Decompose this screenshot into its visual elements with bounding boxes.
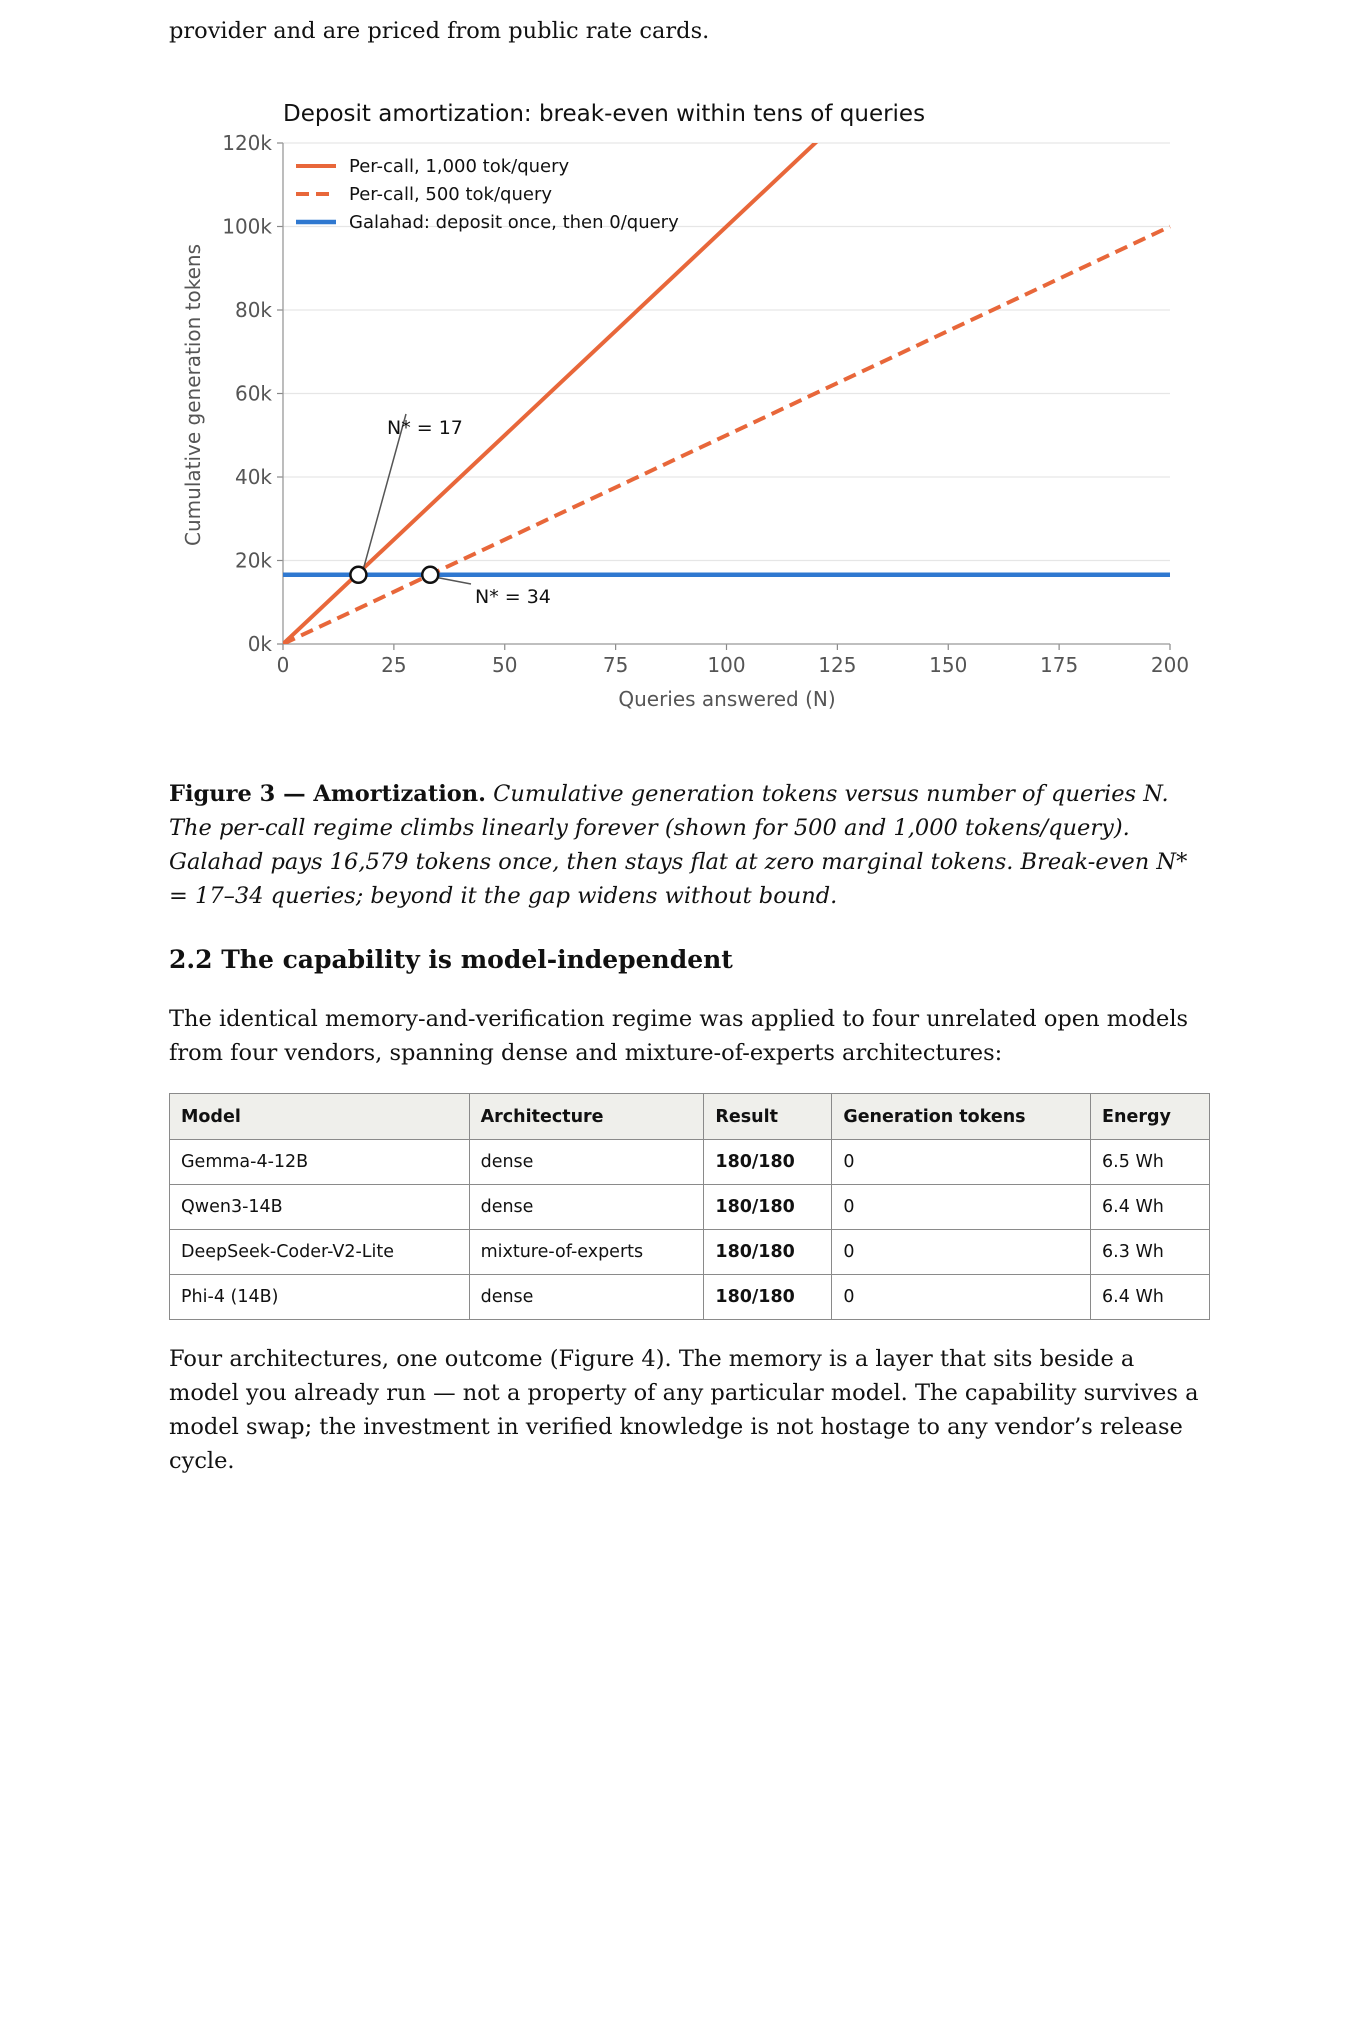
legend-entry: Per-call, 500 tok/query (349, 184, 553, 205)
cell-architecture: dense (469, 1275, 704, 1320)
y-axis-label: Cumulative generation tokens (181, 244, 205, 546)
cell-result: 180/180 (704, 1275, 832, 1320)
cell-model: Qwen3-14B (170, 1185, 470, 1230)
header-generation-tokens: Generation tokens (832, 1094, 1091, 1140)
legend-entry: Galahad: deposit once, then 0/query (349, 212, 679, 233)
models-table-wrapper (169, 1093, 1210, 1320)
table-header-row (170, 1094, 1210, 1140)
cell-energy: 6.5 Wh (1091, 1140, 1210, 1185)
y-tick-label: 0k (247, 632, 272, 656)
cell-result: 180/180 (704, 1140, 832, 1185)
y-tick-label: 120k (222, 131, 272, 155)
cell-generation-tokens: 0 (832, 1140, 1091, 1185)
cell-model: Phi-4 (14B) (170, 1275, 470, 1320)
x-tick-label: 125 (818, 653, 857, 677)
cell-model: Gemma-4-12B (170, 1140, 470, 1185)
y-tick-label: 80k (234, 298, 272, 322)
figure-caption (169, 777, 1209, 913)
cell-architecture: dense (469, 1185, 704, 1230)
cell-energy: 6.3 Wh (1091, 1230, 1210, 1275)
cell-generation-tokens: 0 (832, 1275, 1091, 1320)
x-tick-label: 75 (602, 653, 629, 677)
legend-entry: Per-call, 1,000 tok/query (349, 156, 570, 177)
cell-energy: 6.4 Wh (1091, 1275, 1210, 1320)
header-architecture: Architecture (469, 1094, 704, 1140)
chart-annotations (350, 414, 550, 608)
cell-generation-tokens: 0 (832, 1230, 1091, 1275)
break-even-marker (422, 567, 438, 583)
annotation-label: N* = 17 (387, 417, 463, 439)
cell-architecture: mixture-of-experts (469, 1230, 704, 1275)
cell-result: 180/180 (704, 1230, 832, 1275)
y-tick-label: 100k (222, 214, 272, 239)
cell-model: DeepSeek-Coder-V2-Lite (170, 1230, 470, 1275)
chart-legend (296, 156, 679, 233)
x-tick-label: 200 (1150, 653, 1190, 677)
cell-architecture: dense (469, 1140, 704, 1185)
table-row (170, 1185, 1210, 1230)
x-tick-label: 0 (276, 653, 290, 677)
x-tick-label: 50 (492, 653, 518, 677)
x-tick-label: 175 (1040, 653, 1079, 677)
cell-energy: 6.4 Wh (1091, 1185, 1210, 1230)
table-row (170, 1140, 1210, 1185)
header-energy: Energy (1091, 1094, 1210, 1140)
x-tick-label: 150 (929, 653, 968, 677)
annotation-leader (438, 578, 471, 584)
amortization-chart (169, 88, 1209, 728)
chart-grid (283, 143, 1170, 561)
cell-result: 180/180 (704, 1185, 832, 1230)
caption-lead: Figure 3 — Amortization. (169, 781, 486, 807)
x-tick-label: 100 (707, 653, 746, 677)
header-model: Model (170, 1094, 470, 1140)
section-heading: 2.2 The capability is model-independent (169, 945, 733, 974)
x-axis-label: Queries answered (N) (618, 687, 836, 711)
y-tick-label: 60k (234, 381, 272, 406)
cell-generation-tokens: 0 (832, 1185, 1091, 1230)
header-result: Result (704, 1094, 832, 1140)
closing-paragraph: Four architectures, one outcome (Figure 4). The memory is a layer that sits beside a model you already run — not a property of any particular model. The capability survives a model swap; the investment in verified knowledge is not hostage to any vendor’s release cycle. (169, 1346, 1199, 1474)
annotation-label: N* = 34 (475, 586, 551, 608)
y-tick-label: 40k (234, 465, 272, 489)
chart-title: Deposit amortization: break-even within tens of queries (283, 101, 926, 127)
intro-paragraph: provider and are priced from public rate cards. (169, 18, 710, 44)
table-row (170, 1275, 1210, 1320)
models-table (169, 1093, 1210, 1320)
section-intro-paragraph: The identical memory-and-verification regime was applied to four unrelated open models from four vendors, spanning dense and mixture-of-experts architectures: (169, 1006, 1189, 1066)
y-tick-label: 20k (234, 548, 272, 573)
caption-body: Cumulative generation tokens versus number of queries N. The per-call regime climbs linearly forever (shown for 500 and 1,000 tokens/query). Galahad pays 16,579 tokens once, then stays flat at zero marginal tokens. Break-even N* = 17–34 queries; beyond it the gap widens without bound. (169, 781, 1188, 909)
break-even-marker (350, 567, 366, 583)
x-tick-label: 25 (381, 653, 407, 677)
table-row (170, 1230, 1210, 1275)
